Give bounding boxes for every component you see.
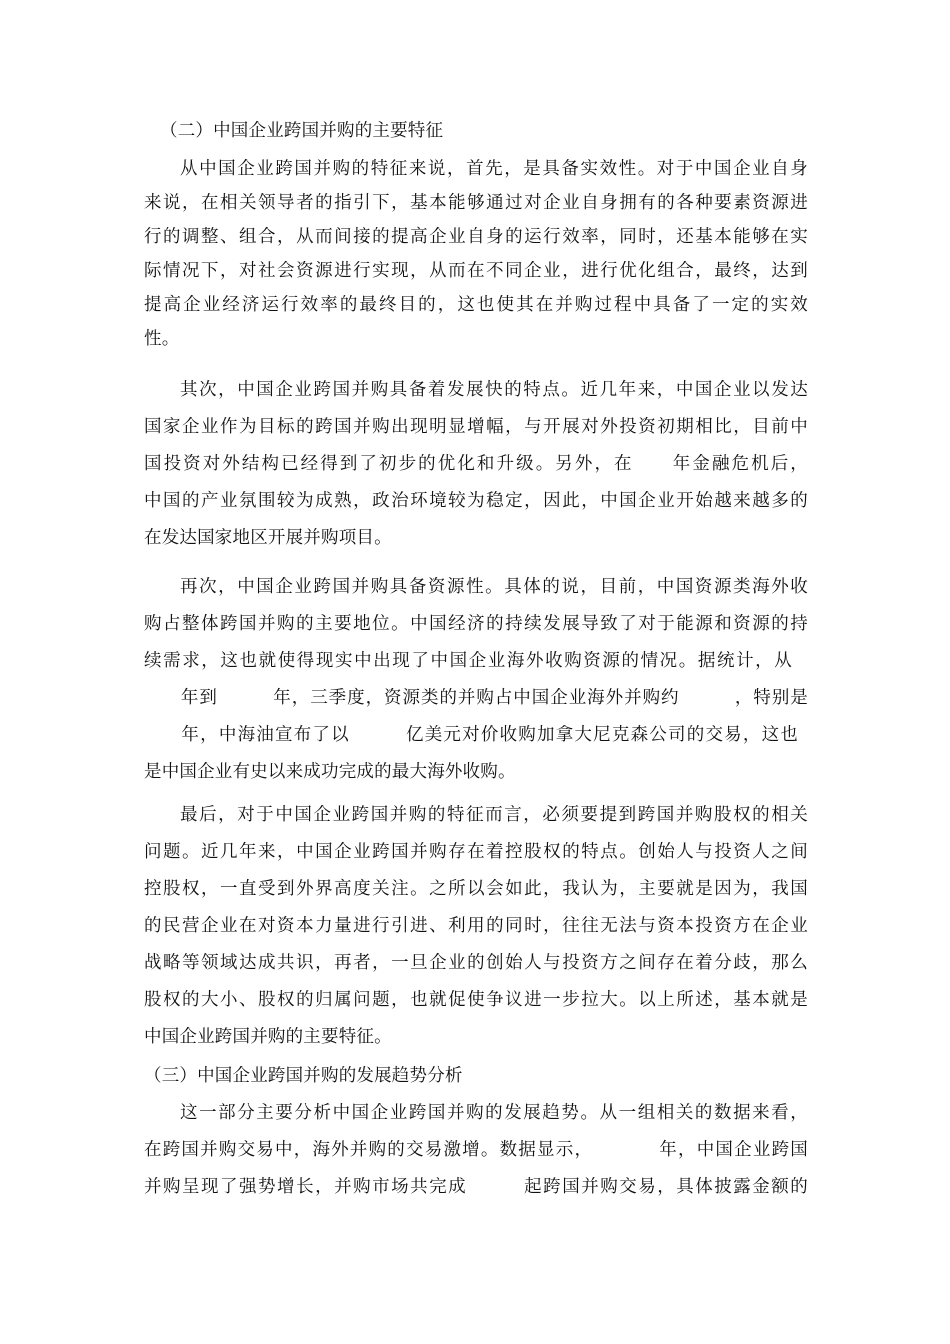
paragraph-1-line: 提高企业经济运行效率的最终目的，这也使其在并购过程中具备了一定的实效 [144,295,808,315]
paragraph-4-line: 问题。近几年来，中国企业跨国并购存在着控股权的特点。创始人与投资人之间 [144,842,808,862]
paragraph-1-line: 行的调整、组合，从而间接的提高企业自身的运行效率，同时，还基本能够在实 [144,227,808,247]
paragraph-2-line: 其次，中国企业跨国并购具备着发展快的特点。近几年来，中国企业以发达 [180,380,808,400]
paragraph-4-line: 战略等领域达成共识，再者，一旦企业的创始人与投资方之间存在着分歧，那么 [144,953,808,973]
paragraph-4-line: 最后，对于中国企业跨国并购的特征而言，必须要提到跨国并购股权的相关 [180,805,808,825]
paragraph-5-line: 并购呈现了强势增长，并购市场共完成 起跨国并购交易，具体披露金额的 [144,1177,808,1197]
paragraph-1-line: 际情况下，对社会资源进行实现，从而在不同企业，进行优化组合，最终，达到 [144,261,808,281]
paragraph-5-line: 在跨国并购交易中，海外并购的交易激增。数据显示， 年，中国企业跨国 [144,1140,808,1160]
paragraph-4-line: 中国企业跨国并购的主要特征。 [144,1027,392,1047]
paragraph-2-line: 国投资对外结构已经得到了初步的优化和升级。另外，在 年金融危机后， [144,454,808,474]
paragraph-3-line: 续需求，这也就使得现实中出现了中国企业海外收购资源的情况。据统计，从 [144,651,792,671]
paragraph-1-line: 来说，在相关领导者的指引下，基本能够通过对企业自身拥有的各种要素资源进 [144,193,808,213]
paragraph-2-line: 在发达国家地区开展并购项目。 [144,528,392,548]
paragraph-2-line: 国家企业作为目标的跨国并购出现明显增幅，与开展对外投资初期相比，目前中 [144,417,808,437]
section-heading-3: （三）中国企业跨国并购的发展趋势分析 [144,1066,463,1086]
paragraph-2-line: 中国的产业氛围较为成熟，政治环境较为稳定，因此，中国企业开始越来越多的 [144,491,808,511]
paragraph-3-line: 年，中海油宣布了以 亿美元对价收购加拿大尼克森公司的交易，这也 [144,725,798,745]
paragraph-3-line: 再次，中国企业跨国并购具备资源性。具体的说，目前，中国资源类海外收 [180,577,808,597]
paragraph-5-line: 这一部分主要分析中国企业跨国并购的发展趋势。从一组相关的数据来看， [180,1103,808,1123]
paragraph-3-line: 年到 年，三季度，资源类的并购占中国企业海外并购约 ，特别是 [144,688,808,708]
paragraph-1-line: 从中国企业跨国并购的特征来说，首先，是具备实效性。对于中国企业自身 [180,159,808,179]
paragraph-3-line: 购占整体跨国并购的主要地位。中国经济的持续发展导致了对于能源和资源的持 [144,614,808,634]
paragraph-3-line: 是中国企业有史以来成功完成的最大海外收购。 [144,762,516,782]
paragraph-4-line: 的民营企业在对资本力量进行引进、利用的同时，往往无法与资本投资方在企业 [144,916,808,936]
section-heading-2: （二）中国企业跨国并购的主要特征 [160,121,444,141]
paragraph-4-line: 控股权，一直受到外界高度关注。之所以会如此，我认为，主要就是因为，我国 [144,879,808,899]
paragraph-4-line: 股权的大小、股权的归属问题，也就促使争议进一步拉大。以上所述，基本就是 [144,990,808,1010]
paragraph-1-line: 性。 [144,329,180,349]
